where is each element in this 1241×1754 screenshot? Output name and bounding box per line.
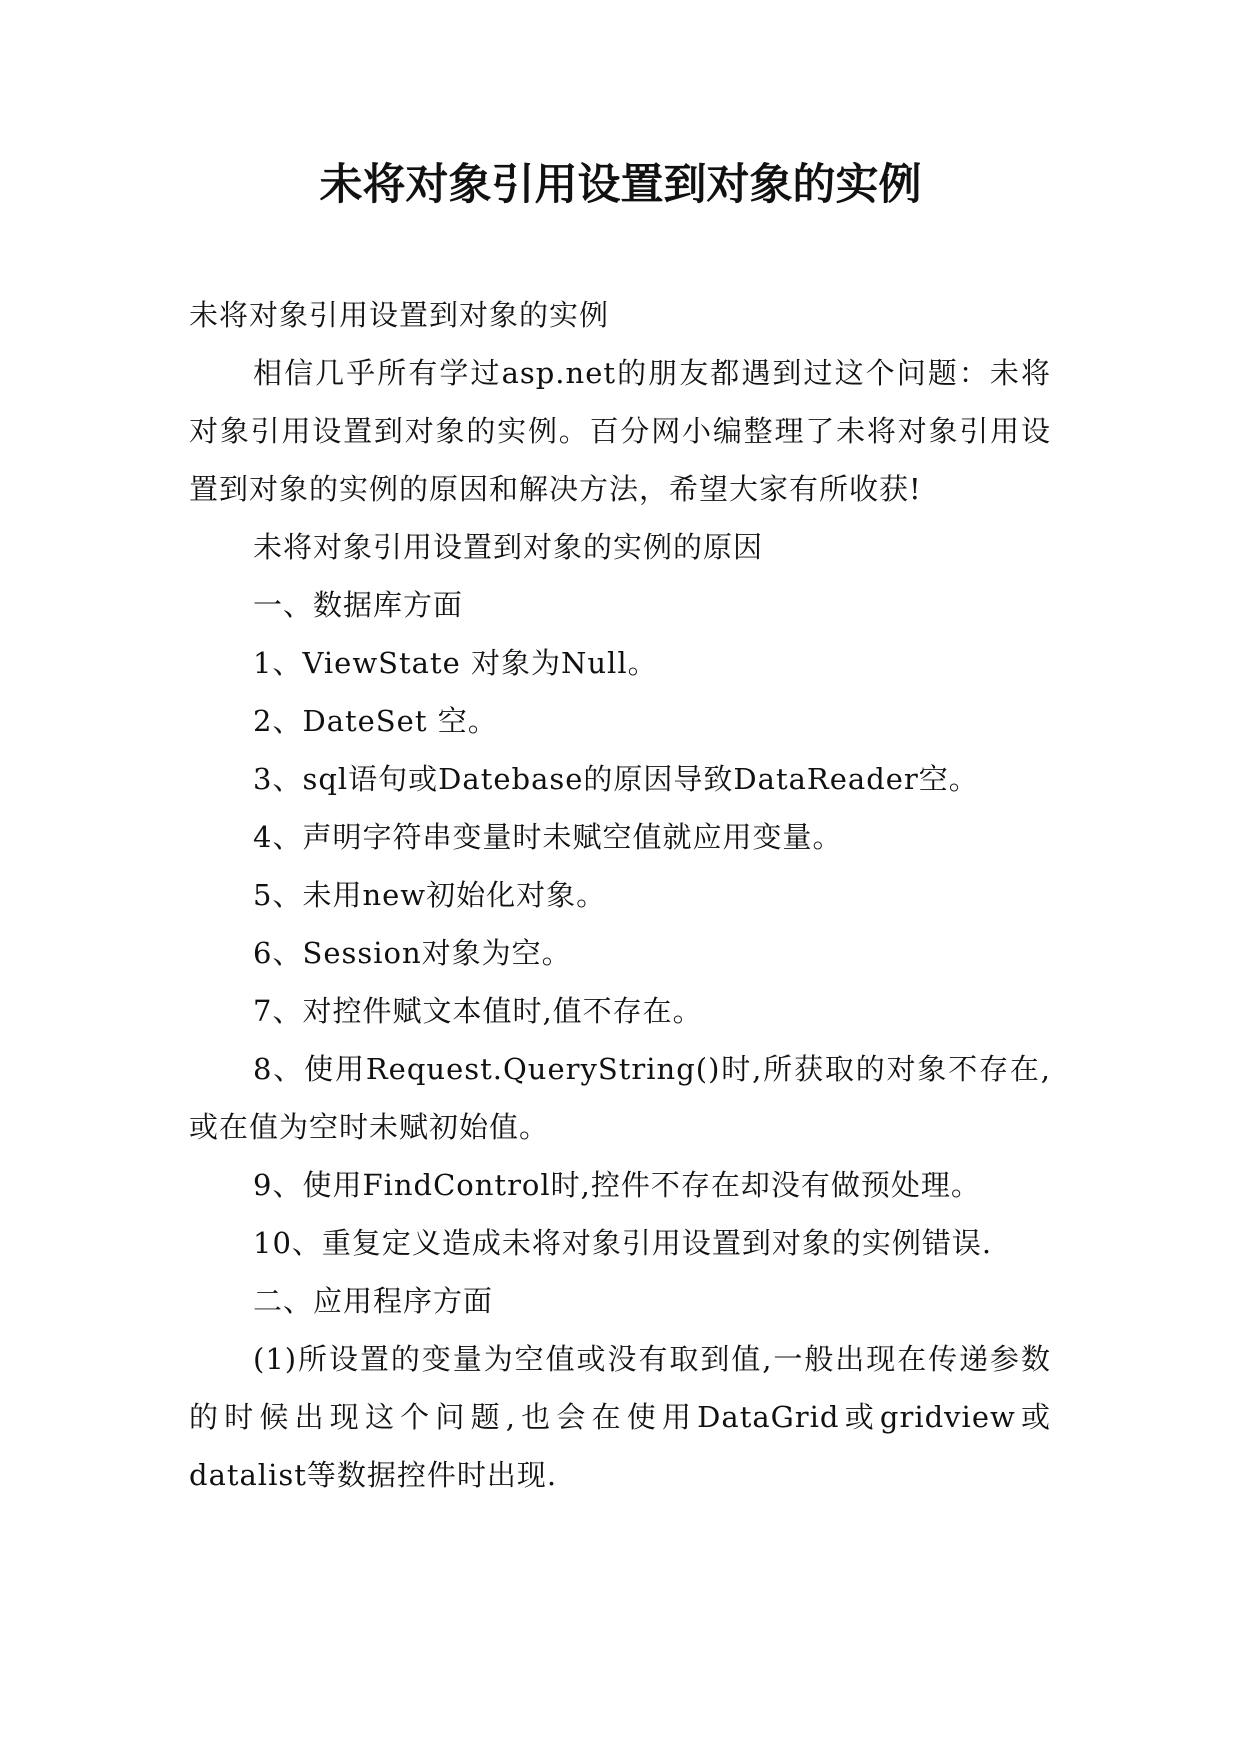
- section-heading-causes: 未将对象引用设置到对象的实例的原因: [253, 530, 764, 564]
- list-item: 5、未用new初始化对象。: [253, 878, 607, 912]
- section-heading-application: 二、应用程序方面: [253, 1284, 494, 1318]
- list-item: 4、声明字符串变量时未赋空值就应用变量。: [253, 820, 843, 854]
- list-item: 6、Session对象为空。: [253, 936, 572, 970]
- page-title: 未将对象引用设置到对象的实例: [319, 160, 922, 210]
- list-item: 3、sql语句或Datebase的原因导致DataReader空。: [253, 762, 979, 796]
- list-item: 10、重复定义造成未将对象引用设置到对象的实例错误.: [253, 1226, 993, 1260]
- list-item: 2、DateSet 空。: [253, 704, 498, 738]
- list-item: (1)所设置的变量为空值或没有取到值,一般出现在传递参数的时候出现这个问题,也会在使用DataGrid或gridview或datalist等数据控件时出现.: [189, 1342, 1051, 1492]
- intro-paragraph: 相信几乎所有学过asp.net的朋友都遇到过这个问题：未将对象引用设置到对象的实例。百分网小编整理了未将对象引用设置到对象的实例的原因和解决方法，希望大家有所收获!: [189, 356, 1051, 506]
- section-heading-database: 一、数据库方面: [253, 588, 464, 622]
- heading-repeat: 未将对象引用设置到对象的实例: [189, 298, 610, 332]
- document-body: [189, 286, 1051, 1504]
- list-item: 9、使用FindControl时,控件不存在却没有做预处理。: [253, 1168, 981, 1202]
- list-item: 1、ViewState 对象为Null。: [253, 646, 658, 680]
- list-item: 7、对控件赋文本值时,值不存在。: [253, 994, 703, 1028]
- list-item: 8、使用Request.QueryString()时,所获取的对象不存在,或在值为空时未赋初始值。: [189, 1052, 1051, 1144]
